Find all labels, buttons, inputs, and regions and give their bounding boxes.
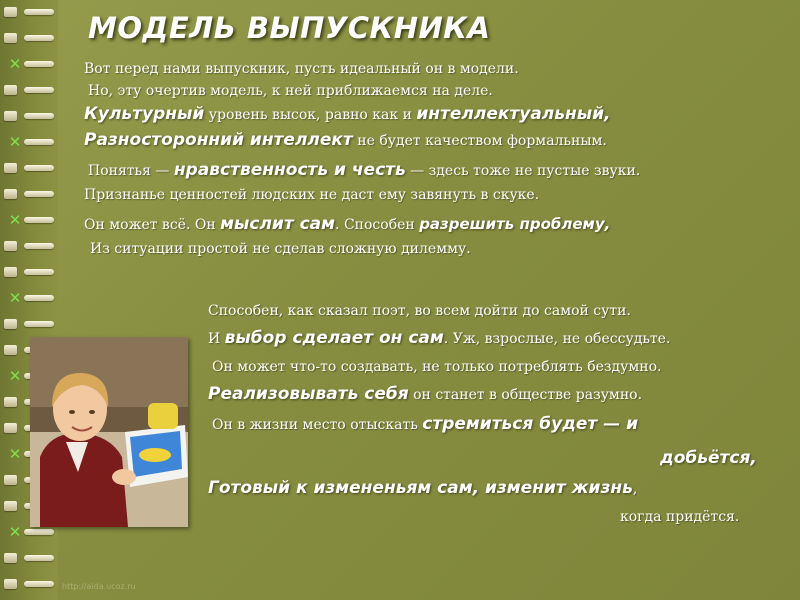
ring-stub [4,189,17,199]
cross-icon: ✕ [8,55,22,73]
ring-stub [4,423,17,433]
line-text: Он может всё. Он [84,217,221,233]
ring-stub [4,267,17,277]
binding-ring-icon [4,132,56,152]
binding-ring-icon [4,574,56,594]
ring-bar [24,555,54,561]
binding-ring-icon [4,80,56,100]
binding-ring-icon [4,236,56,256]
binding-ring-icon [4,184,56,204]
ring-bar [24,61,54,67]
ring-bar [24,139,54,145]
binding-ring-icon [4,54,56,74]
line-text: Понятья — [88,163,174,179]
ring-stub [4,111,17,121]
ring-bar [24,191,54,197]
highlight-text: нравственность и честь [173,160,406,180]
highlight-text: выбор сделает он сам [224,328,444,348]
line-text: Он может что-то создавать, не только потреблять бездумно. [212,359,662,375]
ring-bar [24,113,54,119]
ring-bar [24,581,54,587]
ring-stub [4,85,17,95]
ring-bar [24,321,54,327]
ring-stub [4,553,17,563]
ring-stub [4,475,17,485]
poem-line [84,214,610,234]
binding-ring-icon [4,158,56,178]
cross-icon: ✕ [8,445,22,463]
ring-stub [4,33,17,43]
line-text: Признанье ценностей людских не даст ему завянуть в скуке. [84,187,540,203]
highlight-text: добьётся, [660,448,757,468]
ring-bar [24,165,54,171]
line-text: когда придётся. [620,509,740,525]
poem-line [84,186,539,204]
binding-ring-icon [4,288,56,308]
line-text: Из ситуации простой не сделав сложную дилемму. [90,241,471,257]
poem-line [88,160,640,180]
poem-line [84,104,611,124]
ring-stub [4,241,17,251]
cross-icon: ✕ [8,289,22,307]
line-text: он станет в обществе разумно. [408,387,643,403]
ring-stub [4,319,17,329]
ring-bar [24,35,54,41]
highlight-text: Готовый к изменeньям сам, изменит жизнь [208,478,633,498]
highlight-text: стремиться будет — и [422,414,639,434]
ring-stub [4,345,17,355]
line-text: не будет качеством формальным. [352,133,607,149]
ring-stub [4,579,17,589]
poem-line [208,384,642,404]
line-text: И [208,331,225,347]
binding-ring-icon [4,548,56,568]
binding-ring-icon [4,2,56,22]
poem-line [88,82,493,100]
poem-line [84,60,519,78]
ring-bar [24,217,54,223]
line-text: , [632,481,638,497]
cross-icon: ✕ [8,367,22,385]
line-text: Способен, как сказал поэт, во всем дойти до самой сути. [208,303,631,319]
line-text: Вот перед нами выпускник, пусть идеальный он в модели. [84,61,519,77]
ring-bar [24,243,54,249]
highlight-text: Реализовывать себя [208,384,409,404]
line-text: Но, эту очертив модель, к ней приближаемся на деле. [88,83,493,99]
ring-bar [24,295,54,301]
binding-ring-icon [4,106,56,126]
cross-icon: ✕ [8,523,22,541]
boy-at-desk-photo [30,337,188,527]
poem-line [620,508,739,526]
photo-image [30,337,188,527]
line-text: — здесь тоже не пустые звуки. [405,163,641,179]
poem-line [208,328,670,348]
poem-line [208,302,631,320]
poem-line [208,478,637,498]
ring-bar [24,9,54,15]
line-text: Он в жизни место отыскать [212,417,423,433]
binding-ring-icon [4,314,56,334]
poem-line [84,130,607,150]
binding-ring-icon [4,262,56,282]
line-text: . Способен [335,217,420,233]
ring-bar [24,269,54,275]
poem-line [660,448,757,468]
poem-line [212,358,662,376]
poem-line [90,240,471,258]
line-text: уровень высок, равно как и [204,107,417,123]
highlight-text: мыслит сам [220,214,336,234]
binding-ring-icon [4,28,56,48]
line-text: . Уж, взрослые, не обессудьте. [443,331,671,347]
ring-stub [4,7,17,17]
cross-icon: ✕ [8,211,22,229]
ring-stub [4,163,17,173]
slide-title: МОДЕЛЬ ВЫПУСКНИКА [88,11,491,45]
ring-bar [24,87,54,93]
ring-stub [4,501,17,511]
cross-icon: ✕ [8,133,22,151]
ring-bar [24,529,54,535]
watermark-text: http://aida.ucoz.ru [62,582,136,591]
highlight-text: разрешить проблему, [419,215,611,233]
binding-ring-icon [4,210,56,230]
ring-stub [4,397,17,407]
poem-line [212,414,638,434]
highlight-text: интеллектуальный, [416,104,611,124]
highlight-text: Разносторонний интеллект [84,130,353,150]
highlight-text: Культурный [84,104,205,124]
